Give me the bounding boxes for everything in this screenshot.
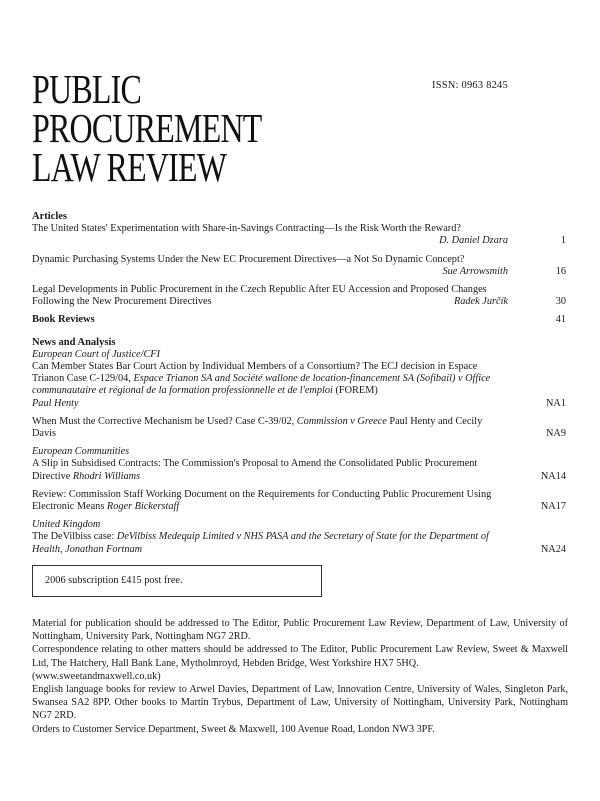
news-entry-page: NA1 <box>545 397 566 409</box>
news-entry <box>32 416 566 440</box>
article-author: Radek Jurčík <box>453 296 508 308</box>
footer-paragraph: Correspondence relating to other matters should be addressed to The Editor, Public Procurement Law Review, Sweet & Maxwell Ltd, The Hatchery, Hall Bank Lane, Mytholmroyd, Hebden Bridge, West Yorkshire HX7 5HQ. <box>32 644 568 669</box>
article-author: D. Daniel Dzara <box>439 235 508 247</box>
article-page: 30 <box>555 296 566 308</box>
news-entry-page: NA24 <box>540 543 566 555</box>
issn-label: ISSN: 0963 8245 <box>432 80 508 91</box>
book-reviews-page: 41 <box>555 314 566 326</box>
masthead-line-1: PUBLIC <box>32 66 142 112</box>
footer-paragraph: Material for publication should be addressed to The Editor, Public Procurement Law Review, Department of Law, University of Nottingham, University Park, Nottingham NG7 2RD. <box>32 618 568 643</box>
table-of-contents <box>32 211 566 562</box>
book-reviews-heading: Book Reviews <box>32 314 95 326</box>
news-entry-page: NA17 <box>540 501 566 513</box>
news-entry-text-suffix: Paul Henty and Cecily Davis <box>32 415 483 440</box>
news-entry-text: Review: Commission Staff Working Document on the Requirements for Conducting Public Procurement Using Electronic Means <box>32 488 492 513</box>
masthead-line-2: PROCUREMENT <box>32 105 262 151</box>
news-section-label: European Communities <box>32 446 130 458</box>
masthead-line-3: LAW REVIEW <box>32 144 227 190</box>
footer-paragraph: (www.sweetandmaxwell.co.uk) <box>32 670 161 682</box>
article-title: The United States' Experimentation with Share-in-Savings Contracting—Is the Risk Worth the Reward? <box>32 223 461 235</box>
news-entry-text: The DeVilbiss case: <box>32 531 117 543</box>
article-entry <box>32 223 566 247</box>
subscription-box <box>32 565 322 597</box>
news-entry <box>32 361 566 410</box>
news-entry-author: Rhodri Williams <box>72 470 141 482</box>
news-section-label: European Court of Justice/CFI <box>32 348 161 360</box>
news-entry-text: A Slip in Subsidised Contracts: The Commission's Proposal to Amend the Consolidated Public Procurement Directive <box>32 458 478 482</box>
subscription-text: 2006 subscription £415 post free. <box>45 575 183 586</box>
news-section-label: United Kingdom <box>32 519 101 531</box>
article-entry <box>32 254 566 278</box>
footer-paragraph: Orders to Customer Service Department, Sweet & Maxwell, 100 Avenue Road, London NW3 3PF. <box>32 723 435 735</box>
news-entry-text-suffix: (FOREM) <box>332 385 378 397</box>
news-entry <box>32 489 566 513</box>
article-page: 16 <box>555 265 566 277</box>
article-title: Legal Developments in Public Procurement in the Czech Republic After EU Accession and Proposed Changes Following the New Procurement Directives <box>32 284 487 308</box>
news-entry-page: NA9 <box>545 428 566 440</box>
contact-information <box>32 617 568 736</box>
article-title: Dynamic Purchasing Systems Under the New EC Procurement Directives—a Not So Dynamic Concept? <box>32 253 465 265</box>
news-entry-text: Can Member States Bar Court Action by Individual Members of a Consortium? The ECJ decision in Espace Trianon Case C-129/04, <box>32 361 478 385</box>
news-entry-text: When Must the Corrective Mechanism be Used? Case C-39/02, <box>32 415 297 427</box>
news-entry-author: Paul Henty <box>32 397 79 409</box>
journal-masthead <box>32 66 326 190</box>
articles-heading: Articles <box>32 211 67 222</box>
news-entry-author: Roger Bickerstaff <box>106 501 180 513</box>
article-page: 1 <box>560 235 566 247</box>
news-entry-page: NA14 <box>540 470 566 482</box>
article-author: Sue Arrowsmith <box>442 265 508 277</box>
news-entry-case-name: DeVilbiss Medequip Limited v NHS PASA and the Secretary of State for the Department of Health, Jonathan Fortnam <box>32 531 489 555</box>
news-entry <box>32 531 566 555</box>
news-entry-case-name: Espace Trianon SA and Société wallone de location-financement SA (Sofibail) v Office communautaire et régional de la formation professionnelle et de l'emploi <box>32 373 491 397</box>
article-entry <box>32 284 566 308</box>
news-heading: News and Analysis <box>32 336 116 348</box>
news-entry <box>32 458 566 482</box>
news-entry-case-name: Commission v Greece <box>296 415 387 427</box>
book-reviews-entry <box>32 314 566 326</box>
footer-paragraph: English language books for review to Arwel Davies, Department of Law, Innovation Centre, University of Wales, Singleton Park, Swansea SA2 8PP. Other books to Martin Trybus, Department of Law, University of Nottingham, University Park, Nottingham NG7 2RD. <box>32 684 568 722</box>
